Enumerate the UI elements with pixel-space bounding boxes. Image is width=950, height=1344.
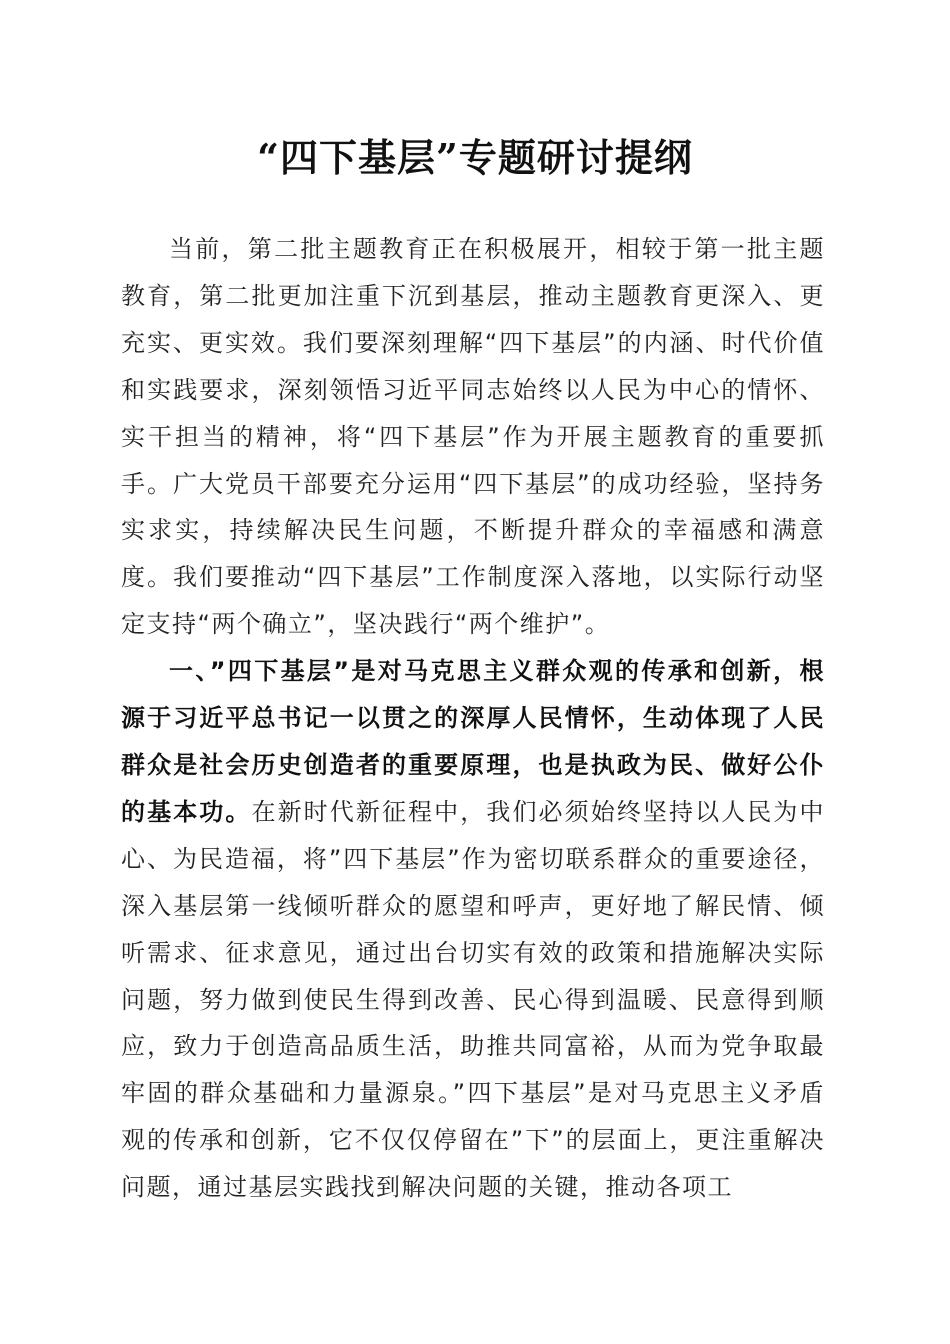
intro-paragraph: [121, 226, 825, 648]
document-title: “四下基层”专题研讨提纲: [257, 135, 693, 180]
section-one-heading: 一、”四下基层”是对马克思主义群众观的传承和创新，根源于习近平总书记一以贯之的深厚人民情怀，生动体现了人民群众是社会历史创造者的重要原理，也是执政为民、做好公仆的基本功。: [121, 657, 825, 826]
document-body: [121, 226, 825, 1211]
intro-paragraph-text: 当前，第二批主题教育正在积极展开，相较于第一批主题教育，第二批更加注重下沉到基层，推动主题教育更深入、更充实、更实效。我们要深刻理解“四下基层”的内涵、时代价值和实践要求，深刻领悟习近平同志始终以人民为中心的情怀、实干担当的精神，将“四下基层”作为开展主题教育的重要抓手。广大党员干部要充分运用“四下基层”的成功经验，坚持务实求实，持续解决民生问题，不断提升群众的幸福感和满意度。我们要推动“四下基层”工作制度深入落地，以实际行动坚定支持“两个确立”，坚决践行“两个维护”。: [121, 235, 825, 639]
section-one-text: 在新时代新征程中，我们必须始终坚持以人民为中心、为民造福，将”四下基层”作为密切联系群众的重要途径，深入基层第一线倾听群众的愿望和呼声，更好地了解民情、倾听需求、征求意见，通过出台切实有效的政策和措施解决实际问题，努力做到使民生得到改善、民心得到温暖、民意得到顺应，致力于创造高品质生活，助推共同富裕，从而为党争取最牢固的群众基础和力量源泉。”四下基层”是对马克思主义矛盾观的传承和创新，它不仅仅停留在”下”的层面上，更注重解决问题，通过基层实践找到解决问题的关键，推动各项工: [121, 797, 826, 1202]
section-one-paragraph: [121, 648, 825, 1211]
